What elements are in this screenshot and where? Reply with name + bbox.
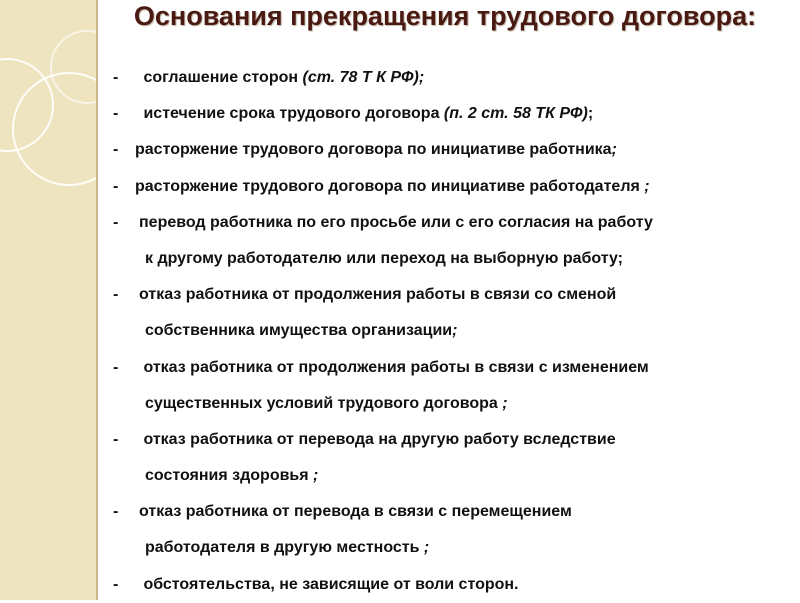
list-item [113,205,793,241]
list-item-text: собственника имущества организации [145,322,453,340]
list-dash: - [113,69,119,86]
law-reference: (ст. 78 Т К РФ); [302,69,425,86]
list-item [113,422,793,458]
list-item-continuation [113,241,793,277]
list-item [113,132,793,168]
list-item-text: состояния здоровья [145,467,314,485]
list-item-continuation [113,530,793,566]
list-item-punct: ; [423,539,430,557]
list-item-punct: ; [611,141,617,159]
list-dash: - [113,430,119,448]
list-item-continuation [113,386,793,422]
list-item [113,277,793,313]
list-item-text: отказ работника от перевода на другую работу вследствие [143,430,616,448]
list-dash: - [113,213,119,231]
list-item [113,96,793,132]
list-item [113,60,793,96]
list-item [113,169,793,205]
list-item-text: обстоятельства, не зависящие от воли сторон. [143,575,519,593]
list-item-text: соглашение сторон [143,69,303,86]
list-item-punct: ; [502,394,508,412]
list-item-text: отказ работника от продолжения работы в связи с изменением [143,358,649,376]
list-dash: - [113,105,119,123]
list-item-continuation [113,458,793,494]
list-item-punct: ; [644,177,650,195]
list-dash: - [113,575,119,593]
list-dash: - [113,141,119,159]
list-item-punct: ; [452,322,458,340]
list-dash: - [113,503,119,521]
list-item-text: существенных условий трудового договора [145,394,503,412]
list-item [113,567,793,603]
list-item [113,494,793,530]
list-item-tail: ; [587,105,594,123]
list-dash: - [113,286,119,304]
list-item-text: работодателя в другую местность [145,539,424,557]
list-item-text: расторжение трудового договора по инициативе работника [135,141,612,159]
list-item-text: перевод работника по его просьбе или с его согласия на работу [139,213,653,231]
slide-title: Основания прекращения трудового договора: [133,1,757,31]
list-dash: - [113,177,119,195]
list-dash: - [113,358,119,376]
grounds-list [113,60,793,603]
list-item [113,350,793,386]
list-item-text: расторжение трудового договора по инициативе работодателя [135,177,645,195]
sidebar-divider [96,0,98,600]
decorative-sidebar [0,0,96,600]
list-item-text: к другому работодателю или переход на выборную работу; [145,249,623,267]
list-item-punct: ; [313,467,319,485]
law-reference: (п. 2 ст. 58 ТК РФ) [443,105,588,123]
list-item-text: отказ работника от перевода в связи с перемещением [139,503,572,521]
list-item-continuation [113,313,793,349]
list-item-text: истечение срока трудового договора [143,105,444,123]
list-item-text: отказ работника от продолжения работы в связи со сменой [139,286,617,304]
